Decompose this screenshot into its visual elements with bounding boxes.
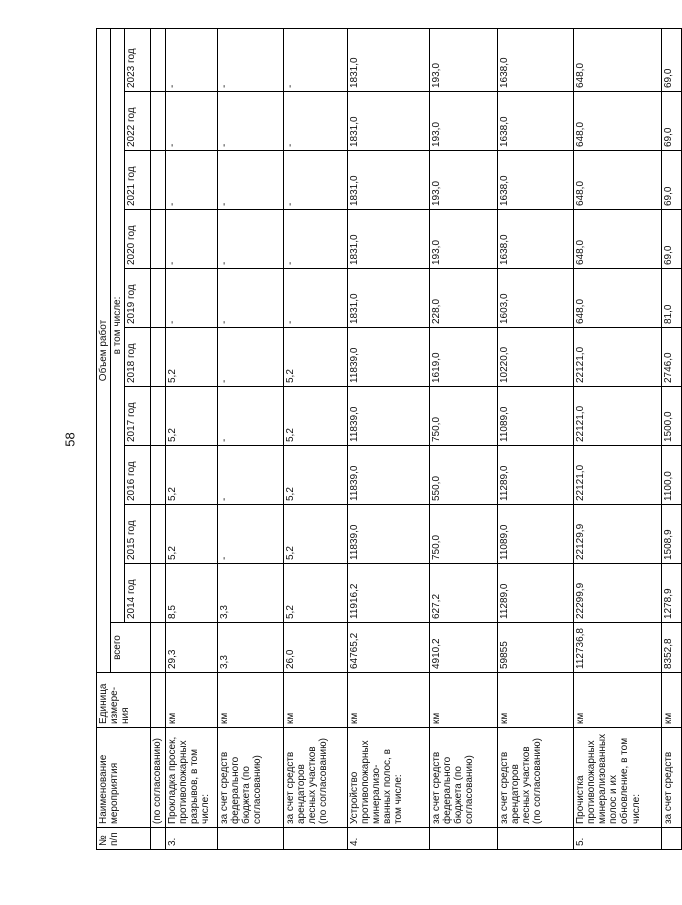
row-value <box>151 328 165 387</box>
row-value: 69,0 <box>661 92 681 151</box>
row-value: - <box>283 92 347 151</box>
row-value: 10220,0 <box>497 328 573 387</box>
row-value: 2746,0 <box>661 328 681 387</box>
row-value: 11289,0 <box>497 446 573 505</box>
row-value: 22121,0 <box>573 387 661 446</box>
row-name: Устройство противопожарных минерализо-ванных полос, в том числе: <box>347 728 429 828</box>
row-value: 1638,0 <box>497 28 573 91</box>
row-value: - <box>165 210 217 269</box>
header-year: 2017 год <box>125 387 151 446</box>
row-name: за счет средств федерального бюджета (по согласованию) <box>429 728 497 828</box>
row-value: 5,2 <box>165 505 217 564</box>
header-year: 2015 год <box>125 505 151 564</box>
row-value: 69,0 <box>661 210 681 269</box>
row-value <box>151 28 165 91</box>
row-value <box>151 92 165 151</box>
row-value <box>151 269 165 328</box>
row-value: 8,5 <box>165 564 217 623</box>
row-value: - <box>165 92 217 151</box>
row-total: 3,3 <box>217 623 283 673</box>
header-unit: Единица измере-ния <box>97 673 151 728</box>
row-unit: км <box>217 673 283 728</box>
row-value: 648,0 <box>573 151 661 210</box>
row-value: 5,2 <box>283 564 347 623</box>
row-value: 11289,0 <box>497 564 573 623</box>
row-value: - <box>283 269 347 328</box>
row-value: 750,0 <box>429 505 497 564</box>
header-year: 2018 год <box>125 328 151 387</box>
row-value: - <box>283 210 347 269</box>
row-value: 5,2 <box>165 387 217 446</box>
row-value: 1831,0 <box>347 210 429 269</box>
header-total: всего <box>111 623 151 673</box>
header-year: 2021 год <box>125 151 151 210</box>
row-value: 1619,0 <box>429 328 497 387</box>
header-num: № п/п <box>97 828 151 850</box>
row-value: 69,0 <box>661 28 681 91</box>
row-value <box>151 210 165 269</box>
row-value: - <box>165 28 217 91</box>
row-value: 1603,0 <box>497 269 573 328</box>
table-row <box>283 28 347 849</box>
row-value: - <box>283 28 347 91</box>
row-value: - <box>217 151 283 210</box>
row-number: 5. <box>573 828 661 850</box>
row-value: 228,0 <box>429 269 497 328</box>
row-value: 22129,9 <box>573 505 661 564</box>
row-number <box>429 828 497 850</box>
rotated-table-container <box>96 30 674 850</box>
row-value <box>151 151 165 210</box>
row-total: 59855 <box>497 623 573 673</box>
row-value: 648,0 <box>573 92 661 151</box>
row-value <box>151 564 165 623</box>
row-name: (по согласованию) <box>151 728 165 828</box>
header-year: 2014 год <box>125 564 151 623</box>
row-value: 1831,0 <box>347 151 429 210</box>
row-name: за счет средств федерального бюджета (по согласованию) <box>217 728 283 828</box>
header-year: 2019 год <box>125 269 151 328</box>
row-value: - <box>217 328 283 387</box>
row-value: 3,3 <box>217 564 283 623</box>
row-number: 4. <box>347 828 429 850</box>
row-value: 750,0 <box>429 387 497 446</box>
row-name: за счет средств арендаторов лесных участков (по согласованию) <box>497 728 573 828</box>
row-number <box>151 828 165 850</box>
row-value: 1638,0 <box>497 92 573 151</box>
row-value: 193,0 <box>429 151 497 210</box>
row-number <box>661 828 681 850</box>
row-value: - <box>165 269 217 328</box>
row-unit: км <box>283 673 347 728</box>
row-value: 22121,0 <box>573 328 661 387</box>
row-value: 11839,0 <box>347 328 429 387</box>
row-value: 193,0 <box>429 28 497 91</box>
row-unit: км <box>429 673 497 728</box>
table-row <box>151 28 165 849</box>
table-row <box>165 28 217 849</box>
row-value: 648,0 <box>573 269 661 328</box>
row-value: - <box>217 446 283 505</box>
row-total: 26,0 <box>283 623 347 673</box>
row-value: 22299,9 <box>573 564 661 623</box>
row-value: - <box>283 151 347 210</box>
row-value: 627,2 <box>429 564 497 623</box>
row-value: 1278,9 <box>661 564 681 623</box>
row-total <box>151 623 165 673</box>
row-name: Прочистка противопожарных минерализованных полос и их обновление, в том числе: <box>573 728 661 828</box>
row-value: 1831,0 <box>347 28 429 91</box>
row-unit <box>151 673 165 728</box>
row-value: 5,2 <box>283 387 347 446</box>
table-row <box>347 28 429 849</box>
row-value: - <box>217 269 283 328</box>
row-value: 5,2 <box>283 505 347 564</box>
row-value: 1638,0 <box>497 210 573 269</box>
row-unit: км <box>497 673 573 728</box>
row-number <box>217 828 283 850</box>
row-value: - <box>217 505 283 564</box>
row-unit: км <box>165 673 217 728</box>
row-unit: км <box>573 673 661 728</box>
row-value: - <box>217 28 283 91</box>
row-value: - <box>217 92 283 151</box>
header-name: Наименование мероприятия <box>97 728 151 828</box>
row-total: 8352,8 <box>661 623 681 673</box>
header-year: 2020 год <box>125 210 151 269</box>
page-number: 58 <box>62 432 78 447</box>
row-value: 1100,0 <box>661 446 681 505</box>
row-total: 64765,2 <box>347 623 429 673</box>
row-value: 5,2 <box>165 328 217 387</box>
row-unit: км <box>347 673 429 728</box>
row-value: 1508,9 <box>661 505 681 564</box>
row-value: 1831,0 <box>347 92 429 151</box>
row-number <box>283 828 347 850</box>
row-value: 11089,0 <box>497 387 573 446</box>
row-value: 1638,0 <box>497 151 573 210</box>
row-unit: км <box>661 673 681 728</box>
row-number: 3. <box>165 828 217 850</box>
row-value: 11089,0 <box>497 505 573 564</box>
table-row <box>661 28 681 849</box>
row-value: 11916,2 <box>347 564 429 623</box>
table-row <box>573 28 661 849</box>
row-value: - <box>165 151 217 210</box>
row-value: 1831,0 <box>347 269 429 328</box>
table-row <box>217 28 283 849</box>
row-total: 112736,8 <box>573 623 661 673</box>
header-in-that-number: в том числе: <box>111 28 125 622</box>
row-value <box>151 387 165 446</box>
row-value: - <box>217 210 283 269</box>
row-value: 69,0 <box>661 151 681 210</box>
row-value <box>151 505 165 564</box>
header-year: 2016 год <box>125 446 151 505</box>
header-year: 2023 год <box>125 28 151 91</box>
row-value: 648,0 <box>573 210 661 269</box>
row-value: - <box>217 387 283 446</box>
row-value: 81,0 <box>661 269 681 328</box>
header-volume: Объем работ <box>97 28 111 672</box>
row-value: 11839,0 <box>347 505 429 564</box>
table-row <box>497 28 573 849</box>
row-value <box>151 446 165 505</box>
row-value: 22121,0 <box>573 446 661 505</box>
row-value: 5,2 <box>283 446 347 505</box>
row-value: 648,0 <box>573 28 661 91</box>
header-year: 2022 год <box>125 92 151 151</box>
row-value: 193,0 <box>429 92 497 151</box>
row-total: 4910,2 <box>429 623 497 673</box>
row-name: Прокладка просек, противопожарных разрывов, в том числе: <box>165 728 217 828</box>
row-value: 5,2 <box>283 328 347 387</box>
row-name: за счет средств <box>661 728 681 828</box>
row-value: 1500,0 <box>661 387 681 446</box>
row-number <box>497 828 573 850</box>
row-value: 11839,0 <box>347 387 429 446</box>
work-volume-table <box>96 28 682 850</box>
row-value: 5,2 <box>165 446 217 505</box>
row-value: 193,0 <box>429 210 497 269</box>
table-row <box>429 28 497 849</box>
row-name: за счет средств арендаторов лесных участков (по согласованию) <box>283 728 347 828</box>
row-value: 550,0 <box>429 446 497 505</box>
row-total: 29,3 <box>165 623 217 673</box>
row-value: 11839,0 <box>347 446 429 505</box>
